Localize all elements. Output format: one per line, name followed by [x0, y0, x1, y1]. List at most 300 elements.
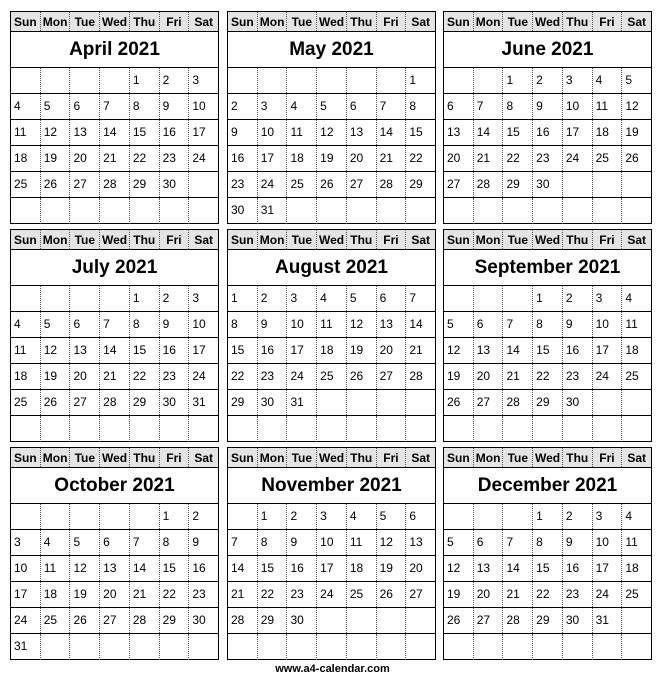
month-title: April 2021 — [11, 32, 218, 68]
day-cell: 1 — [130, 286, 160, 311]
week-row — [11, 146, 218, 172]
day-cell: 4 — [347, 504, 377, 529]
day-cell — [347, 634, 377, 660]
day-cell: 12 — [377, 530, 407, 555]
weekday-label: Thu — [563, 12, 593, 31]
day-cell: 17 — [11, 582, 41, 607]
weekday-label: Tue — [287, 448, 317, 467]
weekday-label: Mon — [474, 12, 504, 31]
day-cell: 16 — [160, 120, 190, 145]
day-cell — [317, 416, 347, 442]
day-cell: 24 — [11, 608, 41, 633]
day-cell: 9 — [258, 312, 288, 337]
day-cell: 11 — [593, 94, 623, 119]
day-cell: 26 — [377, 582, 407, 607]
day-cell: 20 — [70, 364, 100, 389]
day-cell — [503, 634, 533, 660]
day-cell — [593, 416, 623, 442]
month-may — [227, 11, 436, 224]
day-cell: 13 — [444, 120, 474, 145]
day-cell: 7 — [228, 530, 258, 555]
week-row — [444, 364, 651, 390]
day-cell: 11 — [625, 535, 638, 549]
day-cell: 9 — [160, 94, 190, 119]
day-cell: 22 — [258, 582, 288, 607]
day-cell: 27 — [70, 172, 100, 197]
day-cell: 24 — [287, 364, 317, 389]
day-cell: 9 — [563, 312, 593, 337]
day-cell: 10 — [287, 312, 317, 337]
day-cell — [11, 416, 41, 442]
week-row — [11, 556, 218, 582]
day-cell: 18 — [287, 146, 317, 171]
weekday-label: Fri — [377, 12, 407, 31]
month-title: August 2021 — [228, 250, 435, 286]
weekday-label: Mon — [258, 448, 288, 467]
day-cell: 9 — [533, 94, 563, 119]
day-cell: 12 — [41, 338, 71, 363]
day-cell: 26 — [347, 364, 377, 389]
day-cell: 14 — [100, 338, 130, 363]
day-cell: 7 — [100, 94, 130, 119]
day-cell — [100, 504, 130, 529]
day-cell: 1 — [533, 286, 563, 311]
day-cell — [287, 68, 317, 93]
day-cell: 27 — [100, 608, 130, 633]
day-cell: 22 — [160, 582, 190, 607]
day-cell — [317, 198, 347, 224]
day-cell: 8 — [228, 312, 258, 337]
day-cell: 31 — [192, 395, 206, 409]
day-cell: 29 — [533, 608, 563, 633]
day-cell: 27 — [409, 587, 423, 601]
day-cell: 1 — [160, 504, 190, 529]
day-cell: 6 — [70, 312, 100, 337]
day-cell — [406, 390, 435, 415]
day-cell: 25 — [347, 582, 377, 607]
week-row — [444, 504, 651, 530]
day-cell: 7 — [377, 94, 407, 119]
day-cell: 8 — [130, 312, 160, 337]
day-cell: 20 — [377, 338, 407, 363]
day-cell: 6 — [409, 509, 416, 523]
day-cell — [444, 286, 474, 311]
weekday-label: Sun — [444, 448, 474, 467]
day-cell: 30 — [192, 613, 206, 627]
month-title: September 2021 — [444, 250, 651, 286]
day-cell: 7 — [503, 312, 533, 337]
day-cell: 5 — [41, 312, 71, 337]
day-cell — [317, 68, 347, 93]
month-april — [10, 11, 219, 224]
week-row — [228, 364, 435, 390]
day-cell: 14 — [377, 120, 407, 145]
weekday-label: Tue — [70, 448, 100, 467]
day-cell: 5 — [625, 73, 632, 87]
day-cell — [503, 416, 533, 442]
day-cell: 17 — [317, 556, 347, 581]
day-cell: 15 — [258, 556, 288, 581]
day-cell: 26 — [41, 172, 71, 197]
month-title: October 2021 — [11, 468, 218, 504]
week-row — [228, 198, 435, 224]
weekday-label: Wed — [533, 230, 563, 249]
weeks — [444, 68, 651, 223]
day-cell: 7 — [130, 530, 160, 555]
day-cell: 3 — [287, 286, 317, 311]
day-cell: 24 — [258, 172, 288, 197]
week-row — [228, 286, 435, 312]
weekday-label: Fri — [160, 448, 190, 467]
day-cell: 7 — [409, 291, 416, 305]
day-cell: 14 — [474, 120, 504, 145]
day-cell: 7 — [474, 94, 504, 119]
week-row — [444, 608, 651, 634]
weekday-label: Fri — [160, 230, 190, 249]
day-cell — [563, 198, 593, 224]
day-cell — [444, 416, 474, 442]
day-cell: 9 — [563, 530, 593, 555]
day-cell — [563, 416, 593, 442]
weekday-header — [11, 12, 218, 32]
day-cell: 18 — [625, 343, 639, 357]
day-cell: 23 — [192, 587, 206, 601]
day-cell: 15 — [228, 338, 258, 363]
day-cell: 23 — [160, 364, 190, 389]
day-cell: 18 — [317, 338, 347, 363]
day-cell — [130, 416, 160, 442]
day-cell: 18 — [11, 364, 41, 389]
weekday-label: Sun — [11, 448, 41, 467]
day-cell: 19 — [41, 364, 71, 389]
day-cell: 3 — [593, 504, 623, 529]
week-row — [444, 338, 651, 364]
day-cell: 12 — [444, 338, 474, 363]
day-cell: 29 — [258, 608, 288, 633]
day-cell: 7 — [503, 530, 533, 555]
day-cell: 6 — [444, 94, 474, 119]
day-cell: 28 — [409, 369, 423, 383]
day-cell: 2 — [160, 68, 190, 93]
day-cell: 27 — [474, 390, 504, 415]
day-cell: 10 — [192, 317, 206, 331]
weekday-label: Thu — [130, 12, 160, 31]
day-cell: 6 — [474, 312, 504, 337]
day-cell: 4 — [287, 94, 317, 119]
weeks — [228, 504, 435, 659]
day-cell: 5 — [41, 94, 71, 119]
day-cell: 28 — [100, 390, 130, 415]
day-cell: 13 — [409, 535, 423, 549]
week-row — [11, 68, 218, 94]
day-cell: 17 — [563, 120, 593, 145]
day-cell: 30 — [160, 390, 190, 415]
week-row — [228, 146, 435, 172]
day-cell: 6 — [377, 286, 407, 311]
day-cell — [444, 68, 474, 93]
month-title: June 2021 — [444, 32, 651, 68]
day-cell — [70, 68, 100, 93]
day-cell: 17 — [593, 556, 623, 581]
day-cell — [533, 634, 563, 660]
day-cell: 23 — [228, 172, 258, 197]
day-cell — [100, 198, 130, 224]
day-cell: 2 — [192, 509, 199, 523]
weekday-header — [228, 230, 435, 250]
day-cell: 3 — [317, 504, 347, 529]
week-row — [11, 312, 218, 338]
day-cell — [317, 390, 347, 415]
day-cell — [41, 634, 71, 660]
day-cell — [41, 198, 71, 224]
week-row — [11, 608, 218, 634]
footer-url[interactable]: www.a4-calendar.com — [275, 663, 390, 675]
day-cell: 1 — [258, 504, 288, 529]
day-cell — [474, 198, 504, 224]
day-cell: 25 — [11, 172, 41, 197]
week-row — [228, 556, 435, 582]
day-cell: 11 — [11, 338, 41, 363]
weeks — [444, 504, 651, 659]
day-cell — [503, 198, 533, 224]
month-december — [443, 447, 652, 660]
day-cell: 22 — [228, 364, 258, 389]
day-cell: 23 — [287, 582, 317, 607]
weekday-label: Sat — [411, 14, 431, 29]
day-cell: 31 — [11, 634, 41, 660]
day-cell: 14 — [503, 556, 533, 581]
day-cell: 6 — [347, 94, 377, 119]
day-cell — [622, 390, 651, 415]
day-cell: 14 — [228, 556, 258, 581]
day-cell — [474, 634, 504, 660]
day-cell: 24 — [192, 369, 206, 383]
day-cell: 19 — [70, 582, 100, 607]
week-row — [444, 530, 651, 556]
day-cell — [444, 198, 474, 224]
day-cell: 27 — [474, 608, 504, 633]
day-cell: 4 — [625, 509, 632, 523]
day-cell: 14 — [503, 338, 533, 363]
day-cell — [593, 172, 623, 197]
week-row — [228, 634, 435, 660]
day-cell: 26 — [41, 390, 71, 415]
weekday-label: Sun — [444, 12, 474, 31]
week-row — [11, 338, 218, 364]
week-row — [444, 312, 651, 338]
weekday-label: Sun — [228, 12, 258, 31]
day-cell: 25 — [317, 364, 347, 389]
day-cell — [160, 634, 190, 660]
day-cell: 29 — [160, 608, 190, 633]
week-row — [11, 416, 218, 442]
day-cell: 16 — [287, 556, 317, 581]
weekday-label: Tue — [287, 230, 317, 249]
day-cell: 21 — [100, 364, 130, 389]
week-row — [11, 286, 218, 312]
day-cell — [11, 286, 41, 311]
month-september — [443, 229, 652, 442]
weekday-label: Sun — [444, 230, 474, 249]
week-row — [228, 172, 435, 198]
week-row — [11, 364, 218, 390]
day-cell: 16 — [258, 338, 288, 363]
day-cell: 21 — [228, 582, 258, 607]
day-cell — [622, 634, 651, 660]
day-cell: 5 — [317, 94, 347, 119]
day-cell: 26 — [444, 390, 474, 415]
day-cell — [70, 416, 100, 442]
weekday-label: Thu — [130, 230, 160, 249]
day-cell — [622, 198, 651, 224]
month-october — [10, 447, 219, 660]
weekday-label: Wed — [533, 448, 563, 467]
day-cell: 24 — [593, 582, 623, 607]
weekday-label: Sat — [411, 232, 431, 247]
day-cell: 21 — [100, 146, 130, 171]
week-row — [444, 172, 651, 198]
day-cell: 3 — [593, 286, 623, 311]
day-cell — [11, 504, 41, 529]
week-row — [444, 286, 651, 312]
weekday-label: Tue — [503, 12, 533, 31]
weekday-label: Mon — [258, 230, 288, 249]
day-cell — [189, 634, 218, 660]
day-cell: 22 — [503, 146, 533, 171]
day-cell: 13 — [70, 338, 100, 363]
day-cell: 7 — [100, 312, 130, 337]
week-row — [228, 530, 435, 556]
day-cell: 20 — [70, 146, 100, 171]
day-cell: 10 — [593, 312, 623, 337]
day-cell: 18 — [347, 556, 377, 581]
day-cell — [474, 504, 504, 529]
day-cell: 20 — [474, 364, 504, 389]
day-cell: 2 — [160, 286, 190, 311]
day-cell: 21 — [377, 146, 407, 171]
day-cell: 22 — [130, 146, 160, 171]
weekday-label: Thu — [130, 448, 160, 467]
day-cell — [593, 634, 623, 660]
day-cell: 16 — [228, 146, 258, 171]
day-cell: 26 — [317, 172, 347, 197]
day-cell: 20 — [474, 582, 504, 607]
day-cell: 9 — [160, 312, 190, 337]
day-cell: 12 — [444, 556, 474, 581]
day-cell: 6 — [70, 94, 100, 119]
day-cell: 17 — [258, 146, 288, 171]
month-november — [227, 447, 436, 660]
day-cell: 16 — [192, 561, 206, 575]
weeks — [228, 286, 435, 441]
day-cell: 27 — [444, 172, 474, 197]
week-row — [11, 120, 218, 146]
month-title: May 2021 — [228, 32, 435, 68]
day-cell: 18 — [11, 146, 41, 171]
day-cell — [377, 634, 407, 660]
weekday-label: Thu — [347, 230, 377, 249]
weekday-label: Wed — [100, 448, 130, 467]
day-cell: 23 — [563, 364, 593, 389]
weeks — [228, 68, 435, 223]
day-cell: 4 — [593, 68, 623, 93]
day-cell: 19 — [317, 146, 347, 171]
day-cell — [347, 198, 377, 224]
day-cell: 13 — [474, 556, 504, 581]
day-cell: 5 — [70, 530, 100, 555]
day-cell — [189, 416, 218, 442]
week-row — [11, 504, 218, 530]
day-cell: 5 — [444, 530, 474, 555]
weekday-label: Thu — [563, 230, 593, 249]
week-row — [228, 504, 435, 530]
weekday-label: Mon — [41, 12, 71, 31]
week-row — [444, 556, 651, 582]
week-row — [11, 634, 218, 660]
day-cell: 3 — [563, 68, 593, 93]
day-cell — [70, 286, 100, 311]
day-cell: 2 — [533, 68, 563, 93]
day-cell: 23 — [533, 146, 563, 171]
weekday-label: Mon — [258, 12, 288, 31]
day-cell: 21 — [409, 343, 423, 357]
weekday-label: Wed — [533, 12, 563, 31]
day-cell: 9 — [228, 120, 258, 145]
day-cell: 11 — [625, 317, 638, 331]
weekday-header — [444, 448, 651, 468]
week-row — [228, 68, 435, 94]
day-cell — [474, 416, 504, 442]
day-cell: 11 — [11, 120, 41, 145]
day-cell — [593, 390, 623, 415]
month-july — [10, 229, 219, 442]
day-cell — [503, 286, 533, 311]
day-cell — [258, 634, 288, 660]
day-cell: 23 — [160, 146, 190, 171]
day-cell: 16 — [563, 338, 593, 363]
weekday-label: Thu — [563, 448, 593, 467]
weekday-label: Wed — [317, 448, 347, 467]
day-cell — [11, 68, 41, 93]
weeks — [11, 286, 218, 441]
day-cell — [377, 416, 407, 442]
day-cell: 5 — [444, 312, 474, 337]
day-cell: 17 — [192, 125, 206, 139]
day-cell: 20 — [444, 146, 474, 171]
day-cell — [70, 504, 100, 529]
day-cell: 29 — [130, 172, 160, 197]
month-title: July 2021 — [11, 250, 218, 286]
day-cell: 4 — [625, 291, 632, 305]
day-cell — [189, 198, 218, 224]
day-cell: 10 — [11, 556, 41, 581]
day-cell: 30 — [563, 608, 593, 633]
day-cell: 13 — [474, 338, 504, 363]
day-cell: 25 — [625, 587, 639, 601]
day-cell: 30 — [287, 608, 317, 633]
day-cell — [563, 634, 593, 660]
day-cell — [130, 634, 160, 660]
day-cell: 29 — [503, 172, 533, 197]
day-cell: 19 — [625, 125, 639, 139]
day-cell: 28 — [503, 390, 533, 415]
weekday-label: Sat — [627, 232, 647, 247]
weekday-label: Sat — [627, 14, 647, 29]
weekday-label: Wed — [100, 12, 130, 31]
day-cell: 28 — [503, 608, 533, 633]
day-cell: 16 — [533, 120, 563, 145]
day-cell — [41, 416, 71, 442]
